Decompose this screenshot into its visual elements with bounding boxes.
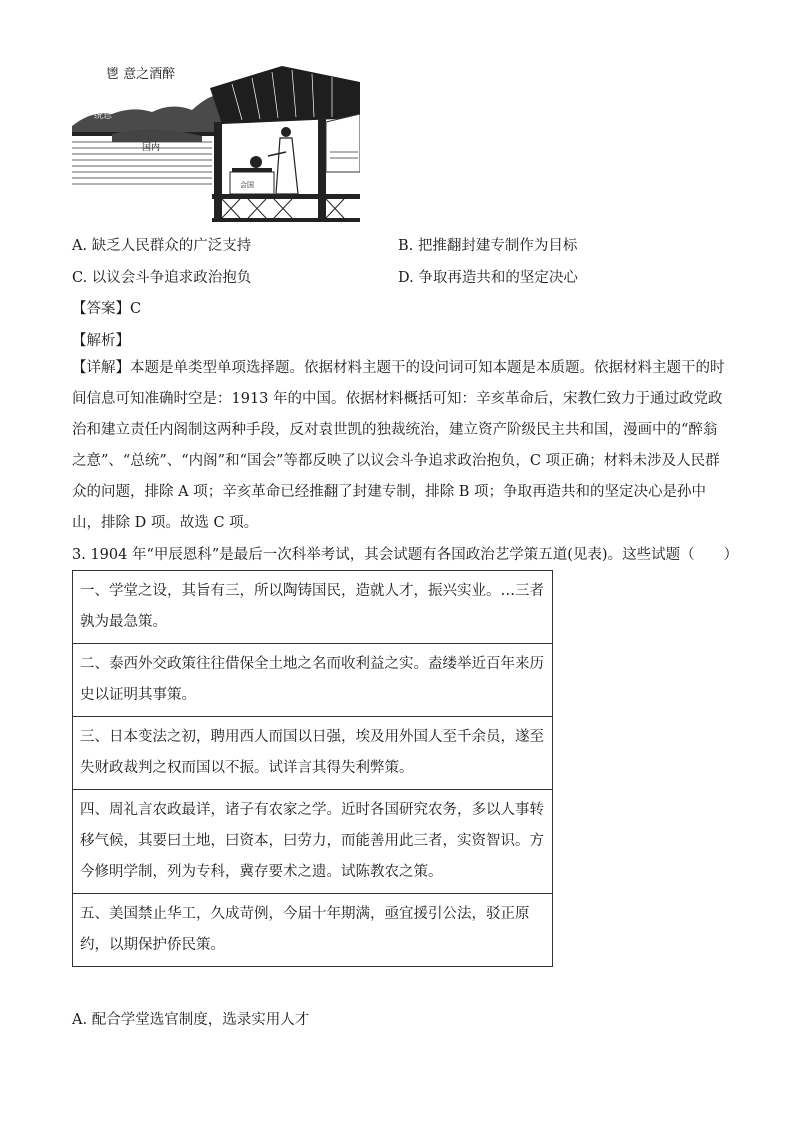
q2-option-c: C. 以议会斗争追求政治抱负 [72, 270, 252, 286]
detail-text: 本题是单类型单项选择题。依据材料主题干的设问词可知本题是本质题。依据材料主题干的时间信息可知准确时空是：1913 年的中国。依据材料概括可知：辛亥革命后，宋教仁致力于通过政党政治和建立责任内阁制这两种手段，反对袁世凯的独裁统治，建立资产阶级民主共和国，漫画中的“醉翁之意”、“总统”、“内阁”和“国会”等都反映了以议会斗争追求政治抱负，C 项正确；材料未涉及人民群众的问题，排除 A 项；辛亥革命已经推翻了封建专制，排除 B 项；争取再造共和的坚定决心是孙中山，排除 D 项。故选 C 项。 [72, 360, 725, 531]
table-row [73, 894, 553, 967]
q3-option-a: A. 配合学堂选官制度，选录实用人才 [72, 1012, 310, 1028]
q3-stem: 3. 1904 年“甲辰恩科”是最后一次科举考试，其会试题有各国政治艺学策五道(见表)。这些试题（ ） [72, 547, 739, 563]
cartoon-title: 鬯 意之酒醉 [106, 67, 176, 82]
q2-option-a: A. 缺乏人民群众的广泛支持 [72, 238, 252, 254]
q2-option-d: D. 争取再造共和的坚定决心 [398, 270, 578, 286]
table-cell: 五、美国禁止华工，久成苛例，今届十年期满，亟宜援引公法，驳正原约，以期保护侨民策。 [73, 894, 553, 967]
cartoon-label-water: 国内 [142, 143, 161, 153]
answer-label: 【答案】C [72, 301, 142, 317]
detail-label: 【详解】 [72, 360, 130, 376]
table-row [73, 790, 553, 894]
cartoon-label-table: 会国 [240, 181, 254, 189]
table-row [73, 717, 553, 790]
table-row [73, 644, 553, 717]
table-cell: 三、日本变法之初，聘用西人而国以日强，埃及用外国人至千余员，遂至失财政裁判之权而国以不振。试详言其得失利弊策。 [73, 717, 553, 790]
analysis-label: 【解析】 [72, 333, 130, 349]
table-cell: 二、泰西外交政策往往借保全土地之名而收利益之实。盍缕举近百年来历史以证明其事策。 [73, 644, 553, 717]
detail-paragraph [72, 353, 727, 539]
cartoon-label-left: 统总 [94, 111, 113, 121]
table-cell: 一、学堂之设，其旨有三，所以陶铸国民，造就人才，振兴实业。…三者孰为最急策。 [73, 571, 553, 644]
q3-table [72, 570, 553, 967]
cartoon-illustration [72, 62, 360, 222]
table-row [73, 571, 553, 644]
table-cell: 四、周礼言农政最详，诸子有农家之学。近时各国研究农务，多以人事转移气候，其要曰土地，曰资本，曰劳力，而能善用此三者，实资智识。方今修明学制，列为专科，冀存要术之遗。试陈教农之策。 [73, 790, 553, 894]
q2-option-b: B. 把推翻封建专制作为目标 [398, 238, 578, 254]
